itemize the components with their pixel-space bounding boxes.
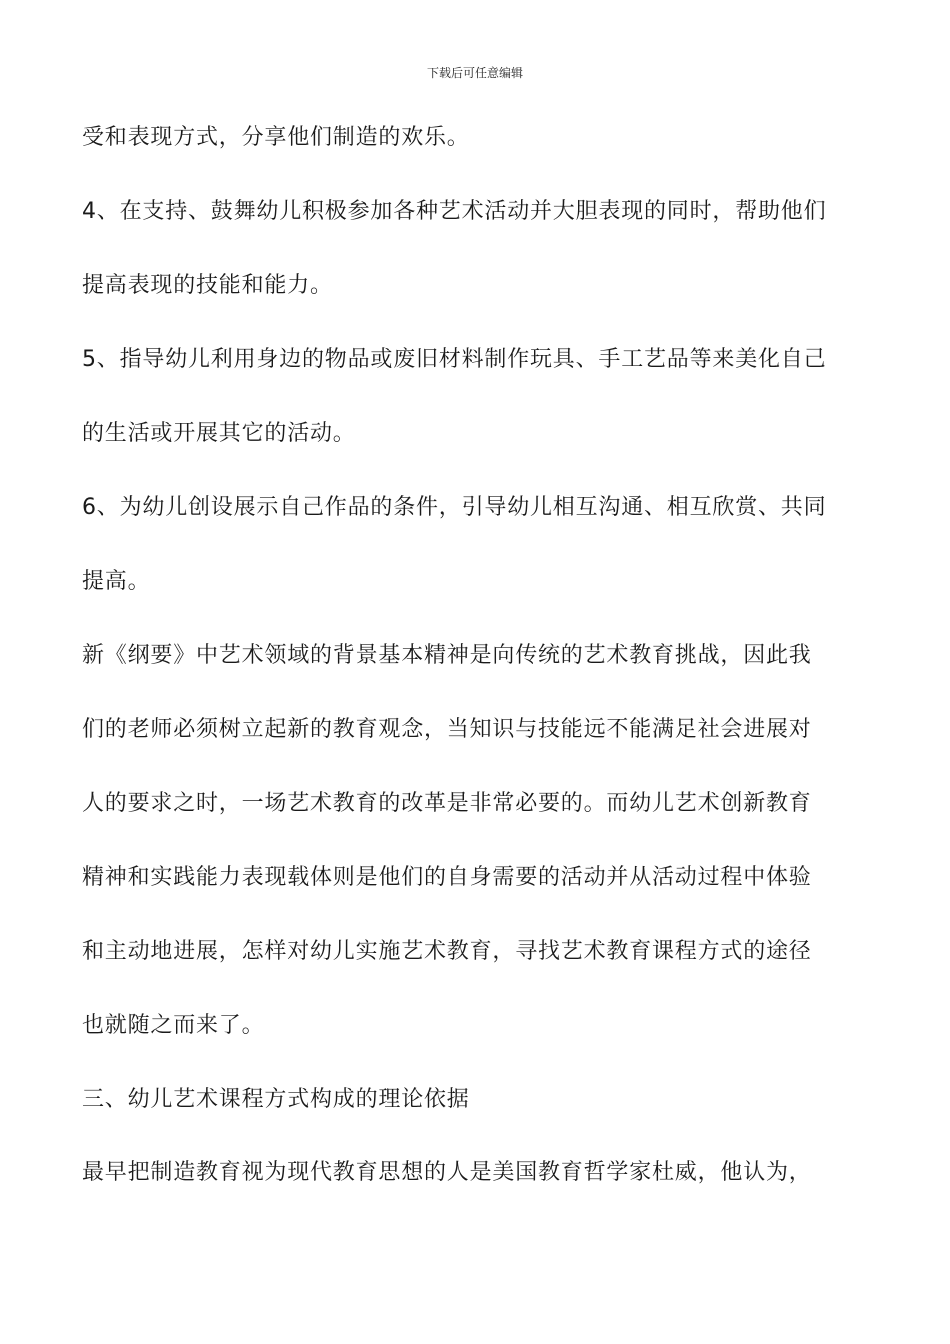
page-header: 下载后可任意编辑: [426, 66, 523, 80]
section-heading: 三、幼儿艺术课程方式构成的理论依据: [82, 1087, 470, 1112]
text-line-7: 提高。: [82, 569, 151, 594]
text-line-12: 和主动地进展，怎样对幼儿实施艺术教育，寻找艺术教育课程方式的途径: [82, 939, 812, 964]
text-line-10: 人的要求之时，一场艺术教育的改革是非常必要的。而幼儿艺术创新教育: [82, 791, 812, 816]
text-line-8: 新《纲要》中艺术领域的背景基本精神是向传统的艺术教育挑战，因此我: [82, 643, 812, 668]
text-line-4: 5、指导幼儿利用身边的物品或废旧材料制作玩具、手工艺品等来美化自己: [82, 347, 827, 372]
text-line-1: 受和表现方式，分享他们制造的欢乐。: [82, 125, 470, 150]
text-line-15: 最早把制造教育视为现代教育思想的人是美国教育哲学家杜威，他认为，: [82, 1160, 812, 1185]
text-line-11: 精神和实践能力表现载体则是他们的自身需要的活动并从活动过程中体验: [82, 865, 812, 890]
text-line-6: 6、为幼儿创设展示自己作品的条件，引导幼儿相互沟通、相互欣赏、共同: [82, 495, 827, 520]
text-line-9: 们的老师必须树立起新的教育观念，当知识与技能远不能满足社会进展对: [82, 717, 812, 742]
text-line-2: 4、在支持、鼓舞幼儿积极参加各种艺术活动并大胆表现的同时，帮助他们: [82, 199, 827, 224]
text-line-3: 提高表现的技能和能力。: [82, 273, 333, 298]
text-line-5: 的生活或开展其它的活动。: [82, 421, 356, 446]
text-line-13: 也就随之而来了。: [82, 1013, 265, 1038]
